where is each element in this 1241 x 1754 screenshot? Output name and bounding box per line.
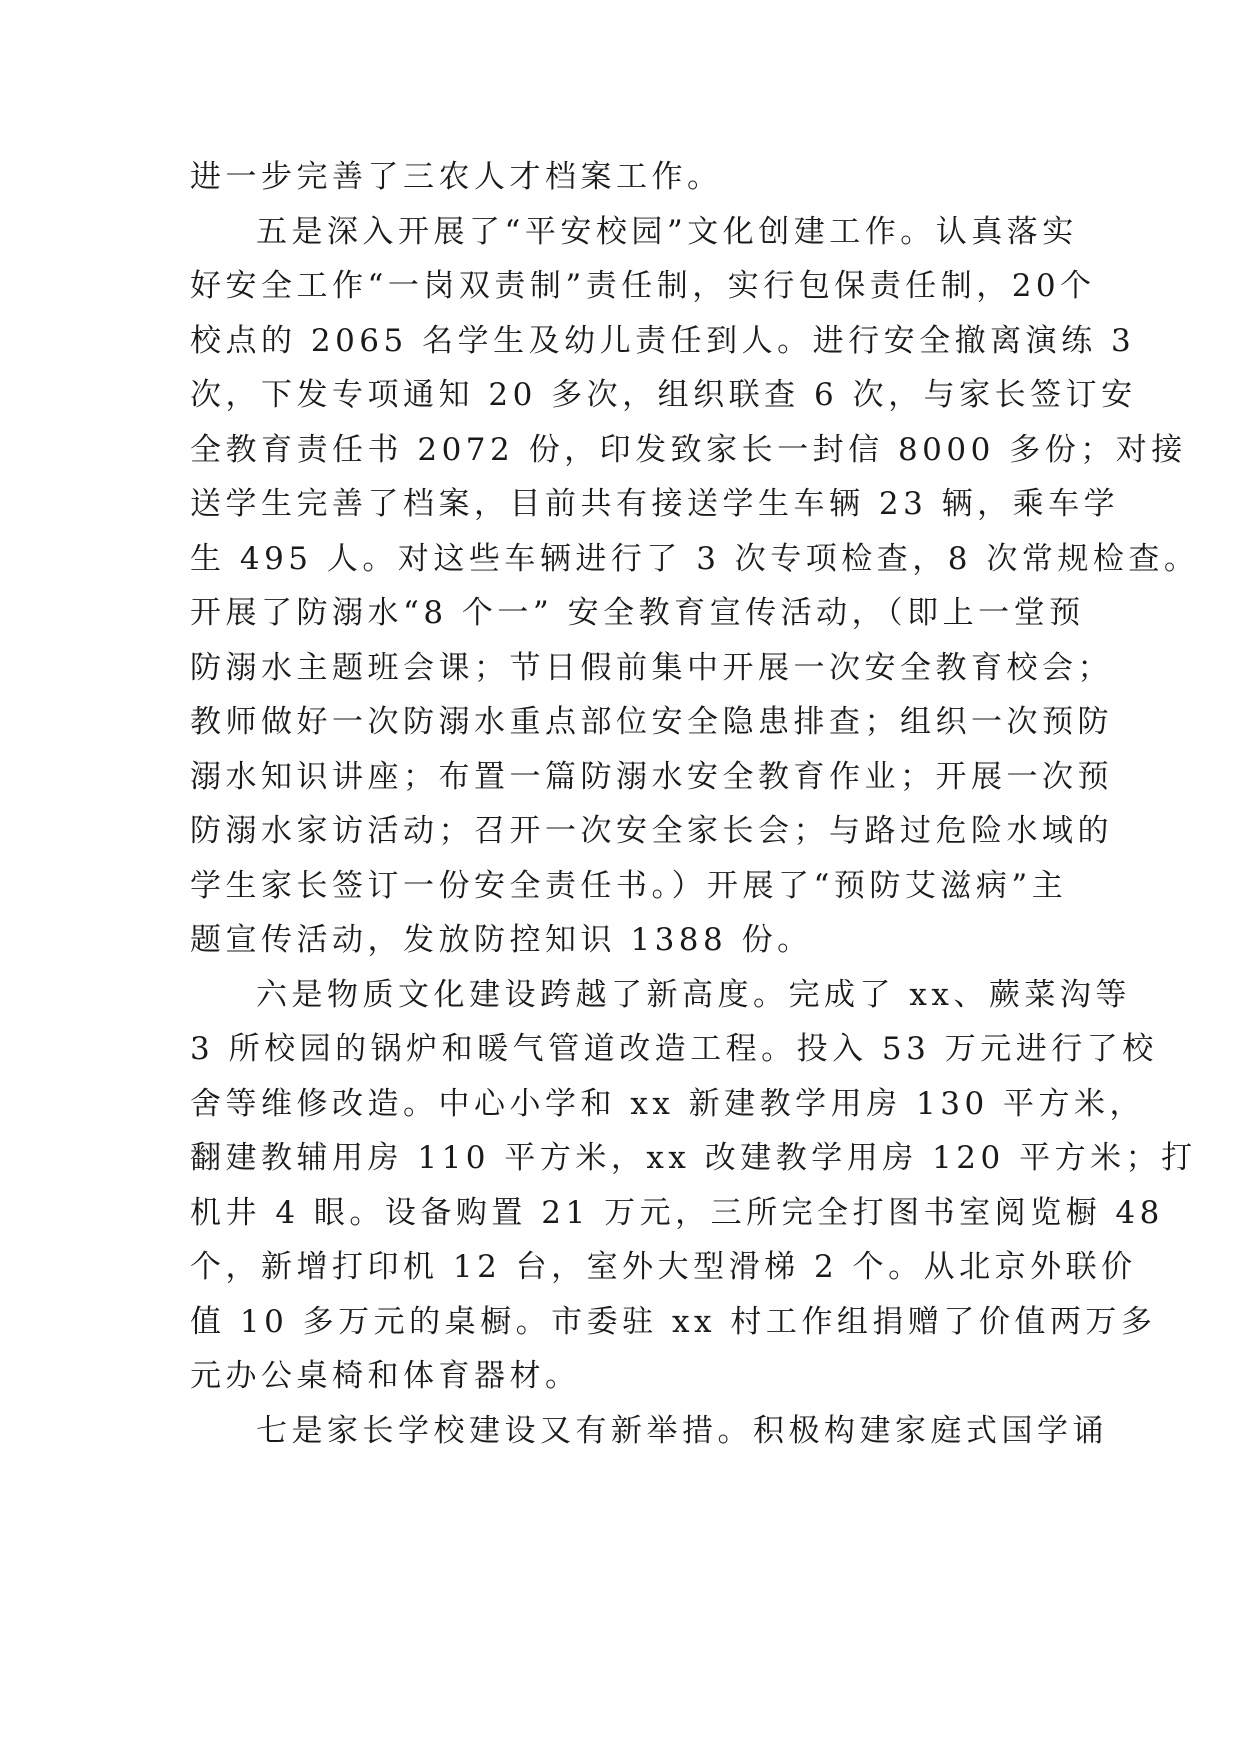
text-line: 进一步完善了三农人才档案工作。 (190, 159, 723, 195)
text-line: 七是家长学校建设又有新举措。积极构建家庭式国学诵 (256, 1412, 1108, 1449)
text-line: 3 所校园的锅炉和暖气管道改造工程。投入 53 万元进行了校 (190, 1031, 1158, 1067)
text-line: 机井 4 眼。设备购置 21 万元，三所完全打图书室阅览橱 48 (190, 1194, 1164, 1231)
text-line: 开展了防溺水“8 个一” 安全教育宣传活动，（即上一堂预 (190, 595, 1085, 631)
text-line: 送学生完善了档案，目前共有接送学生车辆 23 辆，乘车学 (190, 486, 1120, 522)
text-line: 五是深入开展了“平安校园”文化创建工作。认真落实 (256, 213, 1078, 250)
text-line: 次，下发专项通知 20 多次，组织联查 6 次，与家长签订安 (190, 377, 1137, 413)
text-line: 生 495 人。对这些车辆进行了 3 次专项检查，8 次常规检查。 (190, 540, 1200, 577)
text-line: 翻建教辅用房 110 平方米，xx 改建教学用房 120 平方米；打 (190, 1140, 1197, 1176)
paragraph-1 (190, 150, 1060, 205)
text-line: 元办公桌椅和体育器材。 (190, 1358, 581, 1394)
text-line: 好安全工作“一岗双责制”责任制，实行包保责任制，20个 (190, 268, 1096, 304)
text-line: 防溺水家访活动；召开一次安全家长会；与路过危险水域的 (190, 813, 1113, 849)
paragraph-4 (190, 1404, 1108, 1459)
paragraph-2 (190, 205, 1200, 968)
text-line: 舍等维修改造。中心小学和 xx 新建教学用房 130 平方米， (190, 1085, 1146, 1122)
text-line: 溺水知识讲座；布置一篇防溺水安全教育作业；开展一次预 (190, 758, 1113, 795)
text-line: 教师做好一次防溺水重点部位安全隐患排查；组织一次预防 (190, 704, 1113, 740)
text-line: 学生家长签订一份安全责任书。）开展了“预防艾滋病”主 (190, 867, 1068, 904)
text-line: 个，新增打印机 12 台，室外大型滑梯 2 个。从北京外联价 (190, 1249, 1137, 1285)
text-line: 题宣传活动，发放防控知识 1388 份。 (190, 922, 813, 958)
text-line: 校点的 2065 名学生及幼儿责任到人。进行安全撤离演练 3 (190, 322, 1136, 359)
document-body (190, 150, 1200, 1458)
text-line: 防溺水主题班会课；节日假前集中开展一次安全教育校会； (190, 649, 1113, 686)
text-line: 全教育责任书 2072 份，印发致家长一封信 8000 多份；对接 (190, 431, 1187, 468)
text-line: 六是物质文化建设跨越了新高度。完成了 xx、蕨菜沟等 (256, 976, 1131, 1013)
paragraph-3 (190, 968, 1197, 1404)
text-line: 值 10 多万元的桌橱。市委驻 xx 村工作组捐赠了价值两万多 (190, 1303, 1157, 1340)
